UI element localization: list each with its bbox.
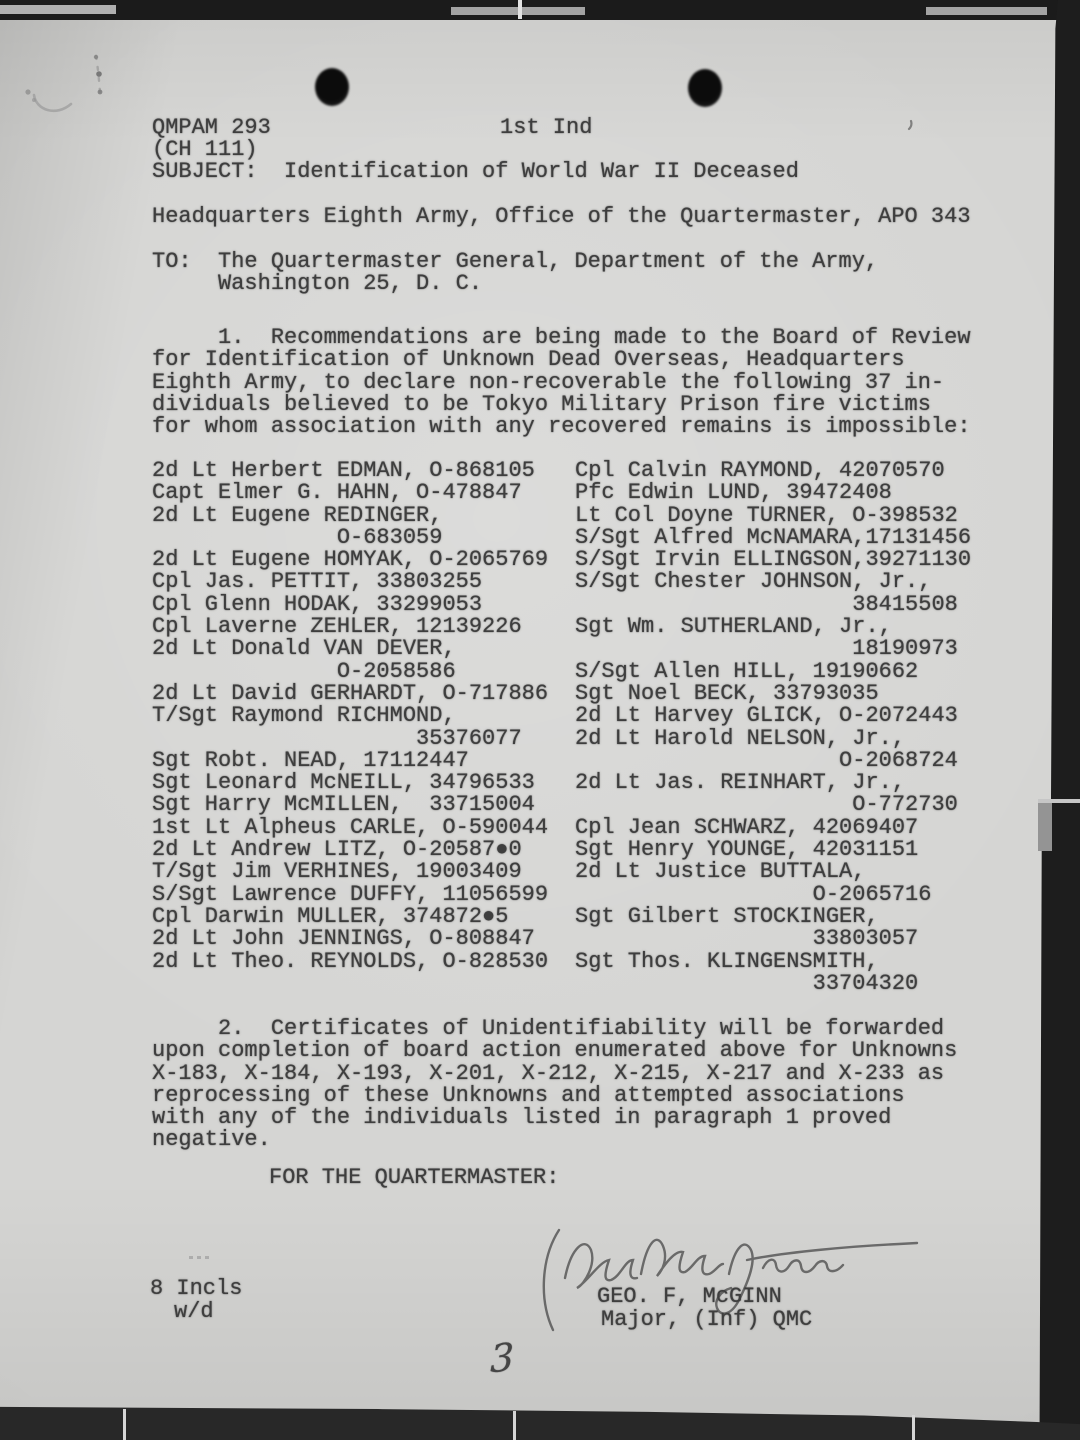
text-line: 2d Lt David GERHARDT, O-717886 bbox=[152, 680, 549, 706]
paragraph-1 bbox=[152, 327, 971, 438]
text-line: S/Sgt Lawrence DUFFY, 11056599 bbox=[152, 881, 549, 907]
text-line: Sgt Thos. KLINGENSMITH, bbox=[575, 948, 879, 974]
text-line: Lt Col Doyne TURNER, O-398532 bbox=[575, 502, 958, 528]
text-line: Sgt Henry YOUNGE, 42031151 bbox=[575, 837, 919, 863]
text-line: 2d Lt Harvey GLICK, O-2072443 bbox=[575, 703, 958, 729]
scanner-right-strip bbox=[1036, 0, 1080, 1440]
text-line: 2d Lt Eugene HOMYAK, O-2065769 bbox=[152, 547, 549, 573]
text-line: S/Sgt Allen HILL, 19190662 bbox=[575, 658, 919, 684]
scanner-bottom-bar bbox=[0, 1404, 1080, 1440]
text-line: 2d Lt Eugene REDINGER, bbox=[152, 502, 443, 528]
text-line: Eighth Army, to declare non-recoverable the following 37 in- bbox=[152, 369, 945, 395]
enclosures-note: w/d bbox=[174, 1299, 214, 1324]
film-frame-line bbox=[123, 1409, 126, 1440]
text-line: 2d Lt Harold NELSON, Jr., bbox=[575, 725, 906, 751]
text-line: for whom association with any recovered remains is impossible: bbox=[152, 414, 971, 440]
text-line: Cpl Jean SCHWARZ, 42069407 bbox=[575, 814, 919, 840]
text-line: X-183, X-184, X-193, X-201, X-212, X-215, X-217 and X-233 as bbox=[152, 1060, 945, 1086]
film-frame-line bbox=[912, 1415, 915, 1440]
text-line: 2d Lt Andrew LITZ, O-20587●0 bbox=[152, 837, 522, 863]
text-line: Cpl Laverne ZEHLER, 12139226 bbox=[152, 614, 522, 640]
text-line: 33704320 bbox=[575, 970, 919, 996]
text-line: Cpl Jas. PETTIT, 33803255 bbox=[152, 569, 483, 595]
text-line: negative. bbox=[152, 1127, 271, 1153]
text-line: O-2065716 bbox=[575, 881, 932, 907]
punch-hole-icon bbox=[688, 69, 722, 107]
closing-authority-line: FOR THE QUARTERMASTER: bbox=[269, 1165, 560, 1190]
text-line: Cpl Glenn HODAK, 33299053 bbox=[152, 591, 483, 617]
text-line: 1. Recommendations are being made to the Board of Review bbox=[152, 325, 971, 350]
text-line: upon completion of board action enumerated above for Unknowns bbox=[152, 1038, 958, 1064]
indorsement-label: 1st Ind bbox=[500, 115, 593, 140]
text-line: Sgt Noel BECK, 33793035 bbox=[575, 680, 879, 706]
scanner-top-bar bbox=[0, 0, 1080, 20]
text-line: 2d Lt Donald VAN DEVER, bbox=[152, 636, 456, 662]
text-line: Cpl Darwin MULLER, 374872●5 bbox=[152, 903, 509, 929]
text-line: 33803057 bbox=[575, 926, 919, 952]
film-edge-segment bbox=[926, 7, 1047, 15]
text-line: 2d Lt Jas. REINHART, Jr., bbox=[575, 770, 906, 796]
text-line: Sgt Gilbert STOCKINGER, bbox=[575, 903, 879, 929]
office-symbol-2: (CH 111) bbox=[152, 137, 258, 162]
text-line: S/Sgt Alfred McNAMARA,17131456 bbox=[575, 524, 972, 550]
punch-hole-icon bbox=[315, 68, 349, 106]
text-line: S/Sgt Irvin ELLINGSON,39271130 bbox=[575, 547, 972, 573]
text-line: Pfc Edwin LUND, 39472408 bbox=[575, 480, 892, 506]
text-line: O-683059 bbox=[152, 524, 443, 550]
stray-ink-mark bbox=[905, 118, 925, 132]
from-line: Headquarters Eighth Army, Office of the Quartermaster, APO 343 bbox=[152, 204, 971, 229]
film-frame-line bbox=[513, 1411, 516, 1440]
text-line: Capt Elmer G. HAHN, O-478847 bbox=[152, 480, 522, 506]
signer-name: GEO. F, McGINN bbox=[597, 1284, 782, 1309]
roster-column-left bbox=[152, 460, 548, 973]
text-line: Sgt Harry McMILLEN, 33715004 bbox=[152, 792, 535, 818]
text-line: Sgt Leonard McNEILL, 34796533 bbox=[152, 770, 535, 796]
text-line: T/Sgt Jim VERHINES, 19003409 bbox=[152, 859, 522, 885]
text-line: 18190973 bbox=[575, 636, 958, 662]
text-line: Sgt Robt. NEAD, 17112447 bbox=[152, 747, 469, 773]
text-line: 2d Lt Herbert EDMAN, O-868105 bbox=[152, 458, 535, 483]
text-line: 1st Lt Alpheus CARLE, O-590044 bbox=[152, 814, 549, 840]
text-line: 2d Lt John JENNINGS, O-808847 bbox=[152, 926, 535, 952]
enclosures-count: 8 Incls bbox=[150, 1276, 243, 1301]
subject-line: SUBJECT: Identification of World War II Deceased bbox=[152, 159, 799, 184]
text-line: Cpl Calvin RAYMOND, 42070570 bbox=[575, 458, 945, 483]
page-number: 3 bbox=[490, 1334, 515, 1382]
text-line: T/Sgt Raymond RICHMOND, bbox=[152, 703, 456, 729]
text-line: dividuals believed to be Tokyo Military Prison fire victims bbox=[152, 391, 931, 417]
pencil-dash-mark bbox=[189, 1256, 211, 1259]
text-line: 35376077 bbox=[152, 725, 522, 751]
paragraph-2 bbox=[152, 1018, 957, 1152]
to-line-1: TO: The Quartermaster General, Department of the Army, bbox=[152, 249, 879, 274]
text-line: Sgt Wm. SUTHERLAND, Jr., bbox=[575, 614, 892, 640]
film-edge-segment bbox=[0, 5, 116, 14]
text-line: for Identification of Unknown Dead Overseas, Headquarters bbox=[152, 347, 905, 373]
text-line: 38415508 bbox=[575, 591, 958, 617]
film-edge-patch bbox=[1038, 803, 1052, 851]
film-registration-line bbox=[518, 0, 522, 19]
roster-column-right bbox=[575, 460, 971, 995]
text-line: 2d Lt Justice BUTTALA, bbox=[575, 859, 866, 885]
text-line: 2. Certificates of Unidentifiability will be forwarded bbox=[152, 1016, 945, 1041]
signer-title: Major, (Inf) QMC bbox=[601, 1307, 813, 1332]
text-line: 2d Lt Theo. REYNOLDS, O-828530 bbox=[152, 948, 549, 974]
text-line: O-772730 bbox=[575, 792, 958, 818]
text-line: O-2068724 bbox=[575, 747, 958, 773]
office-symbol: QMPAM 293 bbox=[152, 115, 271, 140]
text-line: with any of the individuals listed in paragraph 1 proved bbox=[152, 1105, 892, 1131]
to-line-2: Washington 25, D. C. bbox=[152, 271, 483, 296]
text-line: O-2058586 bbox=[152, 658, 456, 684]
text-line: S/Sgt Chester JOHNSON, Jr., bbox=[575, 569, 932, 595]
text-line: reprocessing of these Unknowns and attempted associations bbox=[152, 1082, 905, 1108]
